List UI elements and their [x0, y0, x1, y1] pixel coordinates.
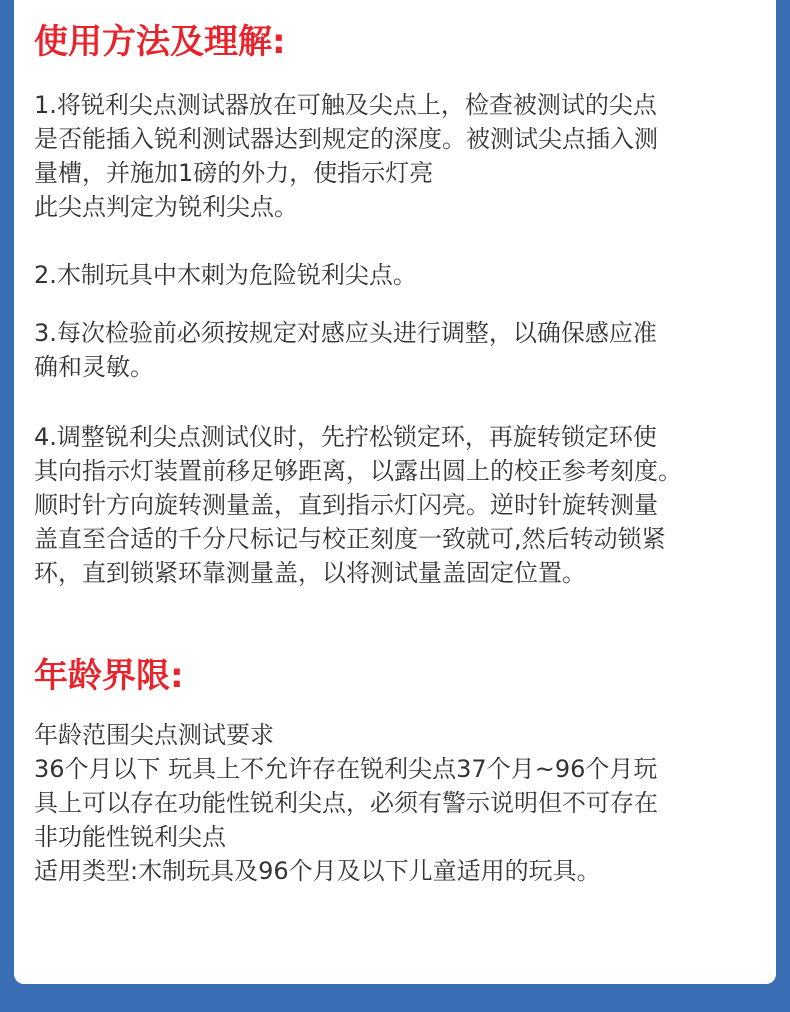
paragraph-line: 环，直到锁紧环靠测量盖，以将测试量盖固定位置。 — [34, 559, 586, 587]
paragraph-line: 1.将锐利尖点测试器放在可触及尖点上，检查被测试的尖点 — [34, 91, 657, 119]
paragraph-4 — [34, 420, 774, 590]
paragraph-line: 其向指示灯装置前移足够距离，以露出圆上的校正参考刻度。 — [34, 457, 682, 485]
paragraph-3 — [34, 316, 774, 384]
section-title-usage: 使用方法及理解: — [34, 22, 286, 62]
age-line: 适用类型:木制玩具及96个月及以下儿童适用的玩具。 — [34, 857, 601, 885]
paragraph-line: 顺时针方向旋转测量盖，直到指示灯闪亮。逆时针旋转测量 — [34, 491, 658, 519]
paragraph-line: 是否能插入锐利测试器达到规定的深度。被测试尖点插入测 — [34, 125, 658, 153]
paragraph-line: 确和灵敏。 — [34, 353, 154, 381]
age-line: 具上可以存在功能性锐利尖点，必须有警示说明但不可存在 — [34, 789, 658, 817]
paragraph-2 — [34, 258, 774, 292]
paragraph-line: 量槽，并施加1磅的外力，使指示灯亮 — [34, 159, 434, 187]
paragraph-line: 此尖点判定为锐利尖点。 — [34, 193, 298, 221]
content-card — [14, 0, 776, 984]
paragraph-line: 4.调整锐利尖点测试仪时，先拧松锁定环，再旋转锁定环使 — [34, 423, 657, 451]
paragraph-line: 盖直至合适的千分尺标记与校正刻度一致就可,然后转动锁紧 — [34, 525, 666, 553]
paragraph-line: 2.木制玩具中木刺为危险锐利尖点。 — [34, 261, 417, 289]
paragraph-line: 3.每次检验前必须按规定对感应头进行调整，以确保感应准 — [34, 319, 657, 347]
paragraph-1 — [34, 88, 774, 224]
age-line: 年龄范围尖点测试要求 — [34, 721, 274, 749]
age-limit-text — [34, 718, 774, 888]
age-line: 非功能性锐利尖点 — [34, 823, 226, 851]
age-line: 36个月以下 玩具上不允许存在锐利尖点37个月~96个月玩 — [34, 755, 658, 783]
section-title-age-limit: 年龄界限: — [34, 656, 184, 696]
